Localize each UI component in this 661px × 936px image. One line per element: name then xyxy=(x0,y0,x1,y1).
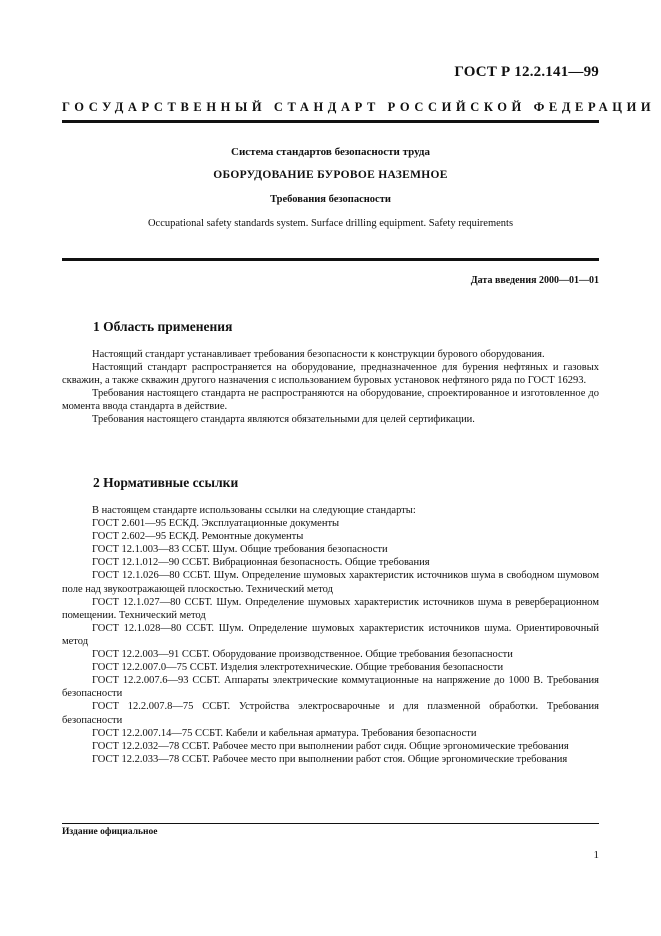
reference-item: ГОСТ 12.2.007.8—75 ССБТ. Устройства электросварочные и для плазменной обработки. Требования безопасности xyxy=(62,701,599,726)
reference-item: ГОСТ 12.1.027—80 ССБТ. Шум. Определение шумовых характеристик источников шума в реверберационном помещении. Технический метод xyxy=(62,596,599,621)
english-title: Occupational safety standards system. Surface drilling equipment. Safety requirements xyxy=(147,218,514,229)
reference-item: ГОСТ 12.2.007.6—93 ССБТ. Аппараты электрические коммутационные на напряжение до 1000 В. Требования безопасности xyxy=(62,675,599,700)
reference-item: ГОСТ 12.1.012—90 ССБТ. Вибрационная безопасность. Общие требования xyxy=(92,557,430,569)
page-number: 1 xyxy=(593,849,599,861)
introduction-date: Дата введения 2000—01—01 xyxy=(470,275,599,286)
reference-item: ГОСТ 2.602—95 ЕСКД. Ремонтные документы xyxy=(92,531,304,543)
reference-item: ГОСТ 12.1.003—83 ССБТ. Шум. Общие требования безопасности xyxy=(92,544,388,556)
reference-item: ГОСТ 12.2.007.14—75 ССБТ. Кабели и кабельная арматура. Требования безопасности xyxy=(92,727,477,739)
reference-item: ГОСТ 12.1.026—80 ССБТ. Шум. Определение шумовых характеристик источников шума в свободном шумовом поле над звукоотражающей плоскостью. Технический метод xyxy=(62,570,599,595)
standards-series: Система стандартов безопасности труда xyxy=(231,146,430,158)
footer-divider xyxy=(62,823,599,824)
document-title: ОБОРУДОВАНИЕ БУРОВОЕ НАЗЕМНОЕ xyxy=(213,169,448,181)
reference-item: ГОСТ 2.601—95 ЕСКД. Эксплуатационные документы xyxy=(92,518,340,530)
reference-item: ГОСТ 12.2.033—78 ССБТ. Рабочее место при выполнении работ стоя. Общие эргономические требования xyxy=(92,753,568,765)
paragraph: Требования настоящего стандарта являются обязательными для целей сертификации. xyxy=(92,414,475,426)
paragraph: Настоящий стандарт распространяется на оборудование, предназначенное для бурения нефтяных и газовых скважин, а также скважин другого назначения с использованием буровых установок нефтяного ряда по ГОСТ 16293. xyxy=(62,362,599,387)
paragraph: Настоящий стандарт устанавливает требования безопасности к конструкции бурового оборудования. xyxy=(92,349,545,360)
header-divider xyxy=(62,120,599,123)
reference-item: ГОСТ 12.2.032—78 ССБТ. Рабочее место при выполнении работ сидя. Общие эргономические требования xyxy=(92,740,569,752)
section-2-heading: 2 Нормативные ссылки xyxy=(93,475,239,490)
state-standard-title: ГОСУДАРСТВЕННЫЙ СТАНДАРТ РОССИЙСКОЙ ФЕДЕРАЦИИ xyxy=(62,100,656,114)
reference-item: ГОСТ 12.1.028—80 ССБТ. Шум. Определение шумовых характеристик источников шума. Ориентировочный метод xyxy=(62,622,599,647)
paragraph: Требования настоящего стандарта не распространяются на оборудование, спроектированное и изготовленное до момента ввода стандарта в действие. xyxy=(62,388,599,413)
section-2-body xyxy=(62,504,599,766)
reference-item: ГОСТ 12.2.003—91 ССБТ. Оборудование производственное. Общие требования безопасности xyxy=(92,649,513,661)
official-edition-label: Издание официальное xyxy=(62,827,158,837)
section-1-heading: 1 Область применения xyxy=(93,319,233,334)
section-1-body xyxy=(62,348,599,427)
title-divider xyxy=(62,258,599,261)
document-code: ГОСТ Р 12.2.141—99 xyxy=(454,64,599,80)
paragraph: В настоящем стандарте использованы ссылки на следующие стандарты: xyxy=(92,505,416,516)
reference-item: ГОСТ 12.2.007.0—75 ССБТ. Изделия электротехнические. Общие требования безопасности xyxy=(92,662,504,674)
document-subtitle: Требования безопасности xyxy=(270,194,391,205)
